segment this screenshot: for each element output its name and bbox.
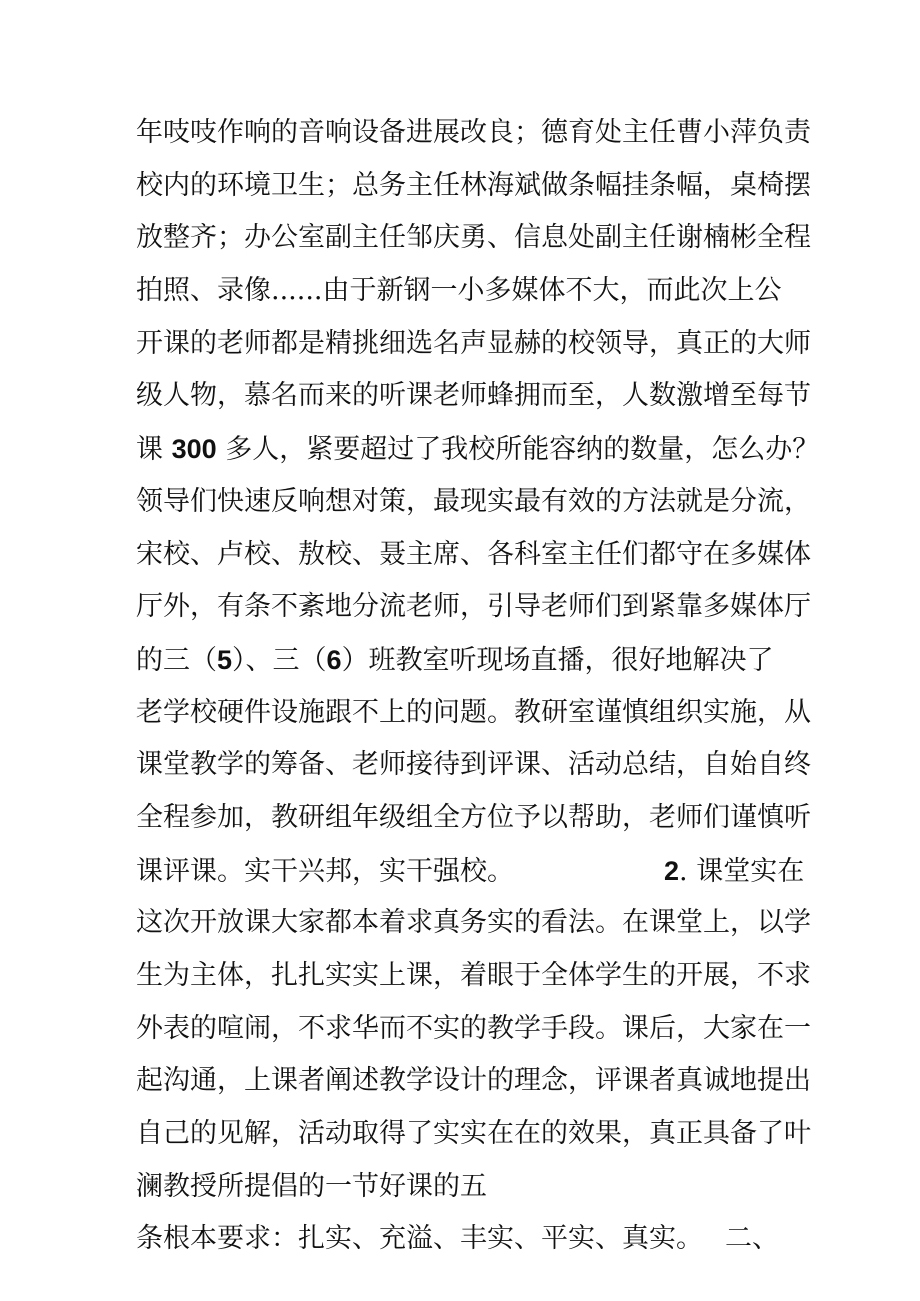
body-text	[136, 107, 836, 1266]
text-segment: 课	[136, 434, 172, 466]
text-segment: 多人，紧要超过了我校所能容纳的数量，怎么办？	[216, 434, 820, 466]
text-segment: 条根本要求：扎实、充溢、丰实、平实、真实。	[136, 1223, 703, 1255]
text-line: 校内的环境卫生；总务主任林海斌做条幅挂条幅，桌椅摆	[136, 169, 811, 201]
text-line: 放整齐；办公室副主任邹庆勇、信息处副主任谢楠彬全程	[136, 222, 811, 254]
text-line: 自己的见解，活动取得了实实在在的效果，真正具备了叶	[136, 1118, 811, 1150]
text-line: 领导们快速反响想对策，最现实最有效的方法就是分流，	[136, 485, 811, 517]
text-segment: ）班教室听现场直播，很好地解决了	[341, 644, 774, 676]
section-heading: 二、	[725, 1223, 779, 1255]
text-line: 老学校硬件设施跟不上的问题。教研室谨慎组织实施，从	[136, 696, 811, 728]
text-segment: 课评课。实干兴邦，实干强校。	[136, 855, 514, 887]
text-line: 年吱吱作响的音响设备进展改良；德育处主任曹小萍负责	[136, 117, 811, 148]
text-line: 外表的喧闹，不求华而不实的教学手段。课后，大家在一	[136, 1012, 811, 1044]
attendance-number: 300	[171, 434, 217, 465]
text-line: 全程参加，教研组年级组全方位予以帮助，老师们谨慎听	[136, 801, 811, 833]
text-line: 生为主体，扎扎实实上课，着眼于全体学生的开展，不求	[136, 960, 811, 991]
text-line: 起沟通，上课者阐述教学设计的理念，评课者真诚地提出	[136, 1065, 811, 1097]
text-line: 课堂教学的筹备、老师接待到评课、活动总结，自始自终	[136, 749, 811, 781]
text-line: 这次开放课大家都本着求真务实的看法。在课堂上，以学	[136, 907, 811, 939]
class-number: 5	[217, 644, 233, 675]
text-line: 开课的老师都是精挑细选名声显赫的校领导，真正的大师	[136, 327, 811, 359]
text-line: 宋校、卢校、敖校、聂主席、各科室主任们都守在多媒体	[136, 538, 811, 570]
text-segment: 的三（	[136, 644, 217, 676]
text-line: 澜教授所提倡的一节好课的五	[136, 1170, 487, 1202]
section-heading: . 课堂实在	[679, 855, 805, 887]
class-number: 6	[326, 644, 342, 675]
text-line	[136, 423, 836, 476]
text-line: 级人物，慕名而来的听课老师蜂拥而至，人数激增至每节	[136, 380, 811, 412]
text-line	[136, 845, 836, 898]
text-line	[136, 634, 836, 687]
text-segment: ）、三（	[232, 644, 327, 676]
text-line: 拍照、录像......由于新钢一小多媒体不大，而此次上公	[136, 275, 782, 307]
text-line	[136, 1213, 836, 1266]
section-number: 2	[664, 855, 680, 886]
text-line: 厅外，有条不紊地分流老师，引导老师们到紧靠多媒体厅	[136, 591, 811, 623]
